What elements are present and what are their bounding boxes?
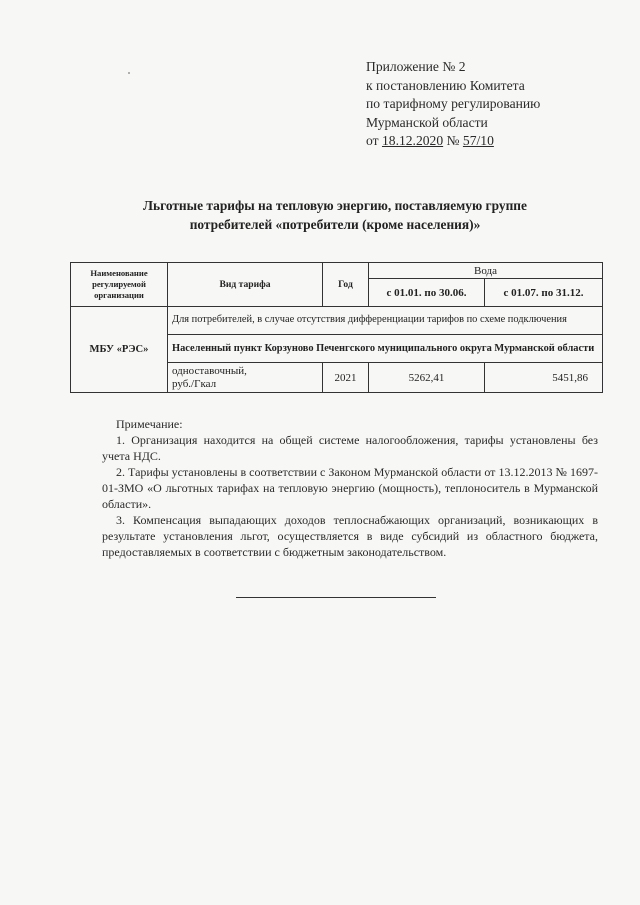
tariff-value-2: 5451,86 xyxy=(485,363,603,393)
header-org: Наименование регулируемой организации xyxy=(71,263,168,307)
decree-date: 18.12.2020 xyxy=(381,133,444,149)
note-item: 2. Тарифы установлены в соответствии с Законом Мурманской области от 13.12.2013 № 1697-01-ЗМО «О льготных тарифах на тепловую энергию (мощность), теплоноситель в Мурманской области». xyxy=(102,465,598,511)
appendix-block xyxy=(366,58,540,151)
organization-name: МБУ «РЭС» xyxy=(71,307,168,393)
title-line: Льготные тарифы на тепловую энергию, поставляемую группе xyxy=(143,198,527,213)
end-divider xyxy=(236,597,436,598)
title-line: потребителей «потребители (кроме населения)» xyxy=(189,217,481,232)
notes-block xyxy=(102,416,598,560)
header-tariff-type: Вид тарифа xyxy=(168,263,323,307)
note-item: 1. Организация находится на общей системе налогообложения, тарифы установлены без учета НДС. xyxy=(102,433,598,463)
appendix-line: Мурманской области xyxy=(366,114,488,130)
note-item: 3. Компенсация выпадающих доходов теплоснабжающих организаций, возникающих в результате установления льгот, осуществляется в виде субсидий из областного бюджета, предоставляемых в соответствии с бюджетным законодательством. xyxy=(102,513,598,559)
header-water: Вода xyxy=(369,263,603,279)
document-title xyxy=(60,196,610,234)
appendix-line: к постановлению Комитета xyxy=(366,77,525,93)
decree-number: 57/10 xyxy=(462,133,494,149)
tariff-type-line: одноставочный, xyxy=(172,364,247,377)
tariff-unit: руб./Гкал xyxy=(172,377,217,390)
header-year: Год xyxy=(323,263,369,307)
tariff-value-1: 5262,41 xyxy=(369,363,485,393)
header-period-2: с 01.07. по 31.12. xyxy=(485,279,603,307)
tariff-type xyxy=(168,363,323,393)
table-row xyxy=(71,307,603,335)
table-header-row xyxy=(71,263,603,279)
header-period-1: с 01.01. по 30.06. xyxy=(369,279,485,307)
appendix-date-line xyxy=(366,132,540,151)
number-prefix: № xyxy=(443,133,463,149)
appendix-line: Приложение № 2 xyxy=(366,59,466,74)
tariff-year: 2021 xyxy=(323,363,369,393)
locality-name: Населенный пункт Корзуново Печенгского муниципального округа Мурманской области xyxy=(168,335,603,363)
tariffs-table xyxy=(70,262,603,393)
date-prefix: от xyxy=(366,133,382,149)
scan-speck xyxy=(128,72,130,74)
notes-heading: Примечание: xyxy=(116,417,183,431)
consumers-note: Для потребителей, в случае отсутствия дифференциации тарифов по схеме подключения xyxy=(168,307,603,335)
appendix-line: по тарифному регулированию xyxy=(366,96,541,112)
